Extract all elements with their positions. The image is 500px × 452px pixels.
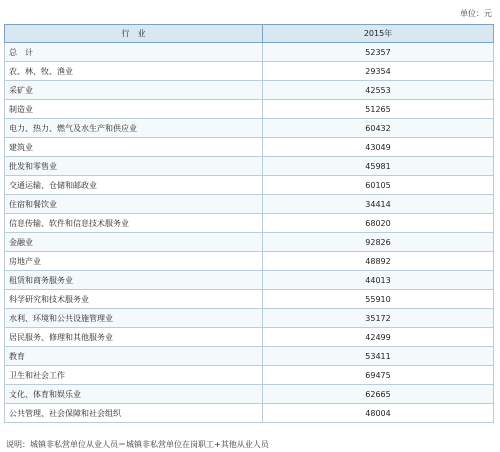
table-row (5, 100, 494, 119)
table-row (5, 385, 494, 404)
table-note: 说明：城镇非私营单位从业人员＝城镇非私营单位在岗职工+其他从业人员 (6, 440, 269, 449)
industry-cell: 居民服务、修理和其他服务业 (5, 328, 263, 347)
table-row (5, 404, 494, 423)
table-row (5, 214, 494, 233)
value-cell: 60105 (263, 176, 494, 195)
industry-cell: 住宿和餐饮业 (5, 195, 263, 214)
industry-cell: 房地产业 (5, 252, 263, 271)
value-cell: 52357 (263, 43, 494, 62)
table-row (5, 233, 494, 252)
wage-table (4, 24, 494, 423)
value-cell: 48892 (263, 252, 494, 271)
value-cell: 43049 (263, 138, 494, 157)
value-cell: 42553 (263, 81, 494, 100)
value-cell: 55910 (263, 290, 494, 309)
industry-cell: 农、林、牧、渔业 (5, 62, 263, 81)
unit-label: 单位：元 (460, 9, 492, 18)
value-cell: 62665 (263, 385, 494, 404)
value-cell: 35172 (263, 309, 494, 328)
value-cell: 44013 (263, 271, 494, 290)
value-cell: 92826 (263, 233, 494, 252)
table-row (5, 309, 494, 328)
industry-cell: 建筑业 (5, 138, 263, 157)
table-row (5, 366, 494, 385)
table-row (5, 119, 494, 138)
value-cell: 53411 (263, 347, 494, 366)
table-row (5, 328, 494, 347)
value-cell: 51265 (263, 100, 494, 119)
value-cell: 69475 (263, 366, 494, 385)
table-row (5, 290, 494, 309)
industry-cell: 文化、体育和娱乐业 (5, 385, 263, 404)
table-row (5, 271, 494, 290)
industry-cell: 电力、热力、燃气及水生产和供应业 (5, 119, 263, 138)
industry-cell: 信息传输、软件和信息技术服务业 (5, 214, 263, 233)
value-cell: 42499 (263, 328, 494, 347)
value-cell: 34414 (263, 195, 494, 214)
table-header-row (5, 25, 494, 43)
industry-cell: 批发和零售业 (5, 157, 263, 176)
table-row (5, 62, 494, 81)
industry-cell: 制造业 (5, 100, 263, 119)
industry-cell: 水利、环境和公共设施管理业 (5, 309, 263, 328)
industry-cell: 金融业 (5, 233, 263, 252)
table-row (5, 252, 494, 271)
header-year: 2015年 (263, 25, 494, 43)
industry-cell: 采矿业 (5, 81, 263, 100)
header-industry: 行 业 (5, 25, 263, 43)
value-cell: 68020 (263, 214, 494, 233)
table-row (5, 43, 494, 62)
industry-cell: 总 计 (5, 43, 263, 62)
industry-cell: 公共管理、社会保障和社会组织 (5, 404, 263, 423)
table-row (5, 195, 494, 214)
industry-cell: 交通运输、仓储和邮政业 (5, 176, 263, 195)
industry-cell: 卫生和社会工作 (5, 366, 263, 385)
table-row (5, 157, 494, 176)
industry-cell: 科学研究和技术服务业 (5, 290, 263, 309)
value-cell: 60432 (263, 119, 494, 138)
value-cell: 45981 (263, 157, 494, 176)
value-cell: 29354 (263, 62, 494, 81)
table-row (5, 176, 494, 195)
industry-cell: 教育 (5, 347, 263, 366)
table-row (5, 81, 494, 100)
industry-cell: 租赁和商务服务业 (5, 271, 263, 290)
table-row (5, 347, 494, 366)
table-row (5, 138, 494, 157)
value-cell: 48004 (263, 404, 494, 423)
